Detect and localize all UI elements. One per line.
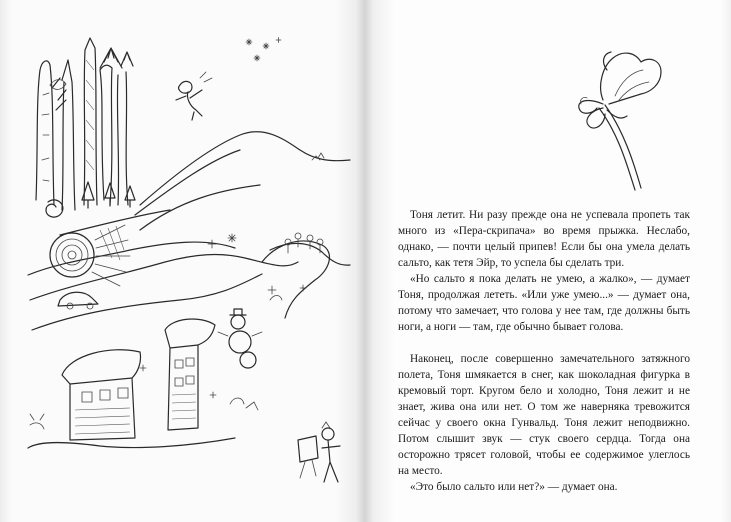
stars: [208, 38, 281, 249]
houses-sketch: [28, 319, 235, 448]
story-text: [398, 207, 690, 495]
forest-sketch: [36, 38, 135, 217]
path-with-trees: [262, 233, 329, 318]
child-with-sign-figure: [298, 422, 340, 482]
snowman-sketch: [218, 309, 262, 368]
flying-girl-figure: [176, 72, 212, 120]
paragraph-3: Наконец, после совершенно замечательного затяжного полета, Тоня шмякается в снег, как шоколадная фигурка в кремовый торт. Кругом бело и холодно, Тоня лежит и не знает, жива она или нет. О том же наверняка тревожится сейчас у своего окна Гунвальд. Тоня лежит неподвижно. Потом слышит звук — стук своего сердца. Тогда она осторожно трясет головой, чтобы ее содержимое улеглось на место.: [398, 353, 690, 477]
hills-lines: [28, 132, 350, 330]
winter-landscape-illustration: [0, 0, 365, 522]
paragraph-1: Тоня летит. Ни разу прежде она не успевала пропеть так много из «Пера-скрипача» во время прыжка. Неслабо, однако, — почти целый припев! Если бы она умела делать сальто, как тетя Эйр, то успела бы сделать три.: [398, 209, 690, 269]
paragraph-4: «Это было сальто или нет?» — думает она.: [410, 481, 618, 493]
book-gutter: [335, 0, 395, 522]
left-page: [0, 0, 365, 522]
sled-sketch: [58, 292, 98, 309]
paragraph-2: «Но сальто я пока делать не умею, а жалко», — думает Тоня, продолжая лететь. «Или уже умею...» — думает она, потому что замечает, что голова у нее там, где должны быть ноги, а ноги — там, где обычно бывает голова.: [398, 273, 690, 333]
flower-sketch: [579, 52, 661, 190]
